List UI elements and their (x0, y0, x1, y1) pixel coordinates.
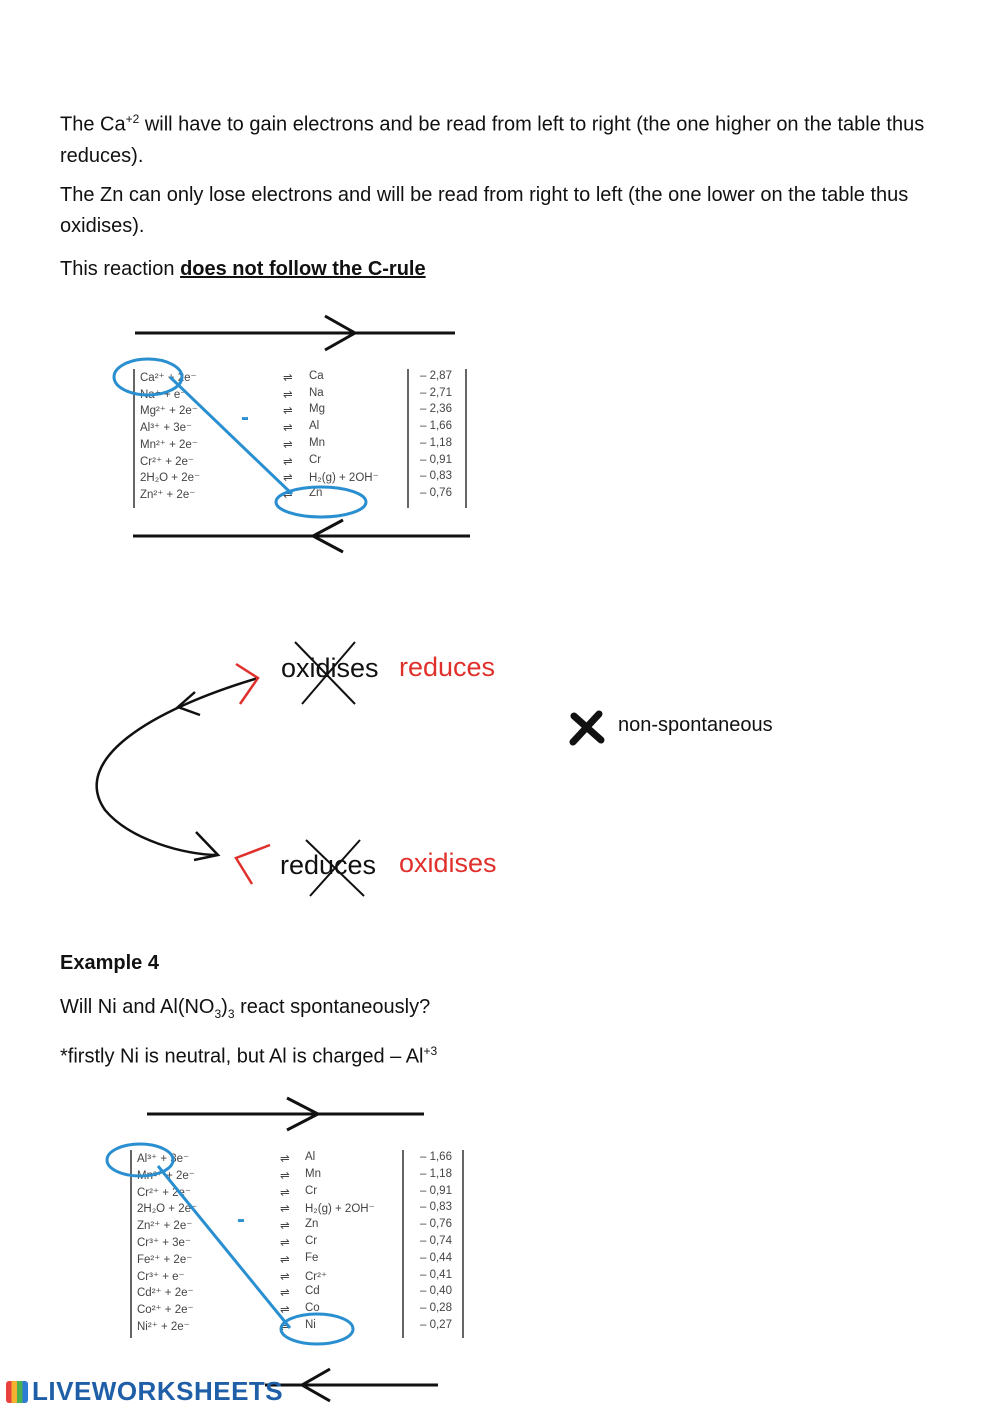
equilibrium-arrow: ⇌ (283, 455, 293, 468)
bottom-correct-word: oxidises (399, 848, 497, 878)
half-reaction-left: Ca²⁺ + 2e⁻ (140, 372, 197, 384)
half-reaction-left: 2H₂O + 2e⁻ (140, 472, 201, 485)
table-2-bottom-arrow (265, 1369, 438, 1401)
half-reaction-right: H₂(g) + 2OH⁻ (305, 1203, 375, 1216)
half-reaction-right: H₂(g) + 2OH⁻ (309, 472, 379, 485)
potential-value: – 0,76 (420, 486, 452, 499)
half-reaction-left: Fe²⁺ + 2e⁻ (137, 1253, 193, 1266)
equilibrium-arrow: ⇌ (280, 1270, 290, 1283)
equilibrium-arrow: ⇌ (283, 422, 293, 435)
half-reaction-right: Fe (305, 1251, 319, 1264)
equilibrium-arrow: ⇌ (280, 1220, 290, 1233)
half-reaction-right: Na (309, 386, 324, 399)
half-reaction-right: Zn (309, 486, 323, 499)
potential-value: – 0,41 (420, 1268, 452, 1281)
half-reaction-right: Mn (305, 1167, 321, 1180)
equilibrium-arrow: ⇌ (280, 1169, 290, 1182)
equilibrium-arrow: ⇌ (280, 1287, 290, 1300)
half-reaction-left: Zn²⁺ + 2e⁻ (137, 1220, 193, 1233)
example-4-question: Will Ni and $Al(NO_3)_3$ react spontaneously? (60, 996, 431, 1021)
equilibrium-arrow: ⇌ (280, 1203, 290, 1216)
half-reaction-right: Al (309, 420, 320, 433)
equilibrium-arrow: ⇌ (280, 1186, 290, 1199)
table-2-top-arrow (147, 1098, 424, 1130)
potential-value: – 1,18 (420, 436, 452, 449)
verdict-label: non-spontaneous (618, 714, 773, 736)
potential-value: – 0,83 (420, 470, 452, 483)
curve-arrow (97, 678, 258, 860)
half-reaction-left: Mn²⁺ + 2e⁻ (137, 1169, 195, 1182)
potential-value: – 1,66 (420, 420, 452, 433)
half-reaction-left: Cr³⁺ + 3e⁻ (137, 1237, 192, 1249)
half-reaction-left: Mg²⁺ + 2e⁻ (140, 405, 198, 418)
half-reaction-right: Ca (309, 370, 324, 382)
potential-value: – 0,91 (420, 453, 452, 466)
half-reaction-left: Na⁺ + e⁻ (140, 388, 187, 401)
half-reaction-left: Cr²⁺ + 2e⁻ (137, 1186, 192, 1199)
liveworksheets-logo: LIVEWORKSHEETS (6, 1376, 283, 1407)
table-1-bottom-arrow (133, 520, 470, 552)
half-reaction-left: Zn²⁺ + 2e⁻ (140, 488, 196, 501)
equilibrium-arrow: ⇌ (283, 372, 293, 384)
potential-value: – 0,27 (420, 1319, 452, 1331)
equilibrium-arrow: ⇌ (283, 388, 293, 401)
half-reaction-right: Cr (305, 1184, 318, 1197)
potential-value: – 2,36 (420, 403, 452, 416)
half-reaction-right: Cr (305, 1235, 318, 1247)
table-1-minus-sign: - (241, 404, 249, 431)
potential-value: – 0,83 (420, 1201, 452, 1214)
liveworksheets-logo-icon (6, 1381, 28, 1403)
half-reaction-right: Zn (305, 1218, 319, 1231)
half-reaction-right: Al (305, 1151, 316, 1163)
half-reaction-left: Co²⁺ + 2e⁻ (137, 1304, 194, 1317)
table-1-top-arrow (135, 316, 455, 350)
potential-value: – 0,44 (420, 1251, 452, 1264)
half-reaction-right: Mn (309, 436, 325, 449)
red-arrowheads (236, 664, 270, 884)
example-4-note: *firstly Ni is neutral, but Al is charged – $Al^{+3}$ (60, 1044, 438, 1068)
half-reaction-left: Ni²⁺ + 2e⁻ (137, 1321, 190, 1333)
half-reaction-left: 2H₂O + 2e⁻ (137, 1203, 198, 1216)
equilibrium-arrow: ⇌ (280, 1153, 290, 1165)
half-reaction-right: Ni (305, 1319, 316, 1331)
potential-value: – 0,91 (420, 1184, 452, 1197)
potential-value: – 1,18 (420, 1167, 452, 1180)
equilibrium-arrow: ⇌ (283, 488, 293, 501)
half-reaction-right: Cr (309, 453, 322, 466)
potential-value: – 0,74 (420, 1235, 452, 1247)
equilibrium-arrow: ⇌ (280, 1321, 290, 1333)
half-reaction-right: Mg (309, 403, 325, 416)
paragraph-2: The Zn can only lose electrons and will be read from right to left (the one lower on the table thus oxidises). (60, 184, 909, 237)
table-1-annotation (114, 359, 366, 517)
equilibrium-arrow: ⇌ (283, 405, 293, 418)
half-reaction-left: Cr²⁺ + 2e⁻ (140, 455, 195, 468)
potential-value: – 0,28 (420, 1302, 452, 1315)
potential-value: – 2,71 (420, 386, 452, 399)
half-reaction-left: Al³⁺ + 3e⁻ (137, 1153, 190, 1165)
table-2-borders (131, 1150, 463, 1338)
half-reaction-right: Co (305, 1302, 320, 1315)
half-reaction-right: Cr²⁺ (305, 1270, 328, 1283)
potential-value: – 2,87 (420, 370, 452, 382)
potential-value: – 0,40 (420, 1285, 452, 1298)
equilibrium-arrow: ⇌ (280, 1304, 290, 1317)
top-crossed-word: oxidises (281, 653, 379, 683)
half-reaction-right: Cd (305, 1285, 320, 1298)
equilibrium-arrow: ⇌ (283, 438, 293, 451)
example-4-heading: Example 4 (60, 952, 159, 974)
bottom-crossed-word: reduces (280, 850, 377, 880)
half-reaction-left: Al³⁺ + 3e⁻ (140, 422, 193, 435)
equilibrium-arrow: ⇌ (280, 1253, 290, 1266)
equilibrium-arrow: ⇌ (283, 472, 293, 485)
paragraph-3: This reaction does not follow the C-rule (60, 258, 426, 280)
paragraph-1: The $Ca^{+2}$ will have to gain electrons and be read from left to right (the one higher on the table thus reduces). (60, 112, 925, 167)
non-spontaneous-x-icon (573, 714, 601, 742)
half-reaction-left: Mn²⁺ + 2e⁻ (140, 438, 198, 451)
top-correct-word: reduces (399, 652, 496, 682)
table-2-annotation (107, 1144, 353, 1344)
potential-value: – 0,76 (420, 1218, 452, 1231)
table-2-minus-sign: - (237, 1206, 245, 1233)
half-reaction-left: Cr³⁺ + e⁻ (137, 1270, 185, 1283)
half-reaction-left: Cd²⁺ + 2e⁻ (137, 1287, 194, 1300)
c-rule-emphasis: does not follow the C-rule (180, 258, 426, 280)
equilibrium-arrow: ⇌ (280, 1237, 290, 1249)
potential-value: – 1,66 (420, 1151, 452, 1163)
